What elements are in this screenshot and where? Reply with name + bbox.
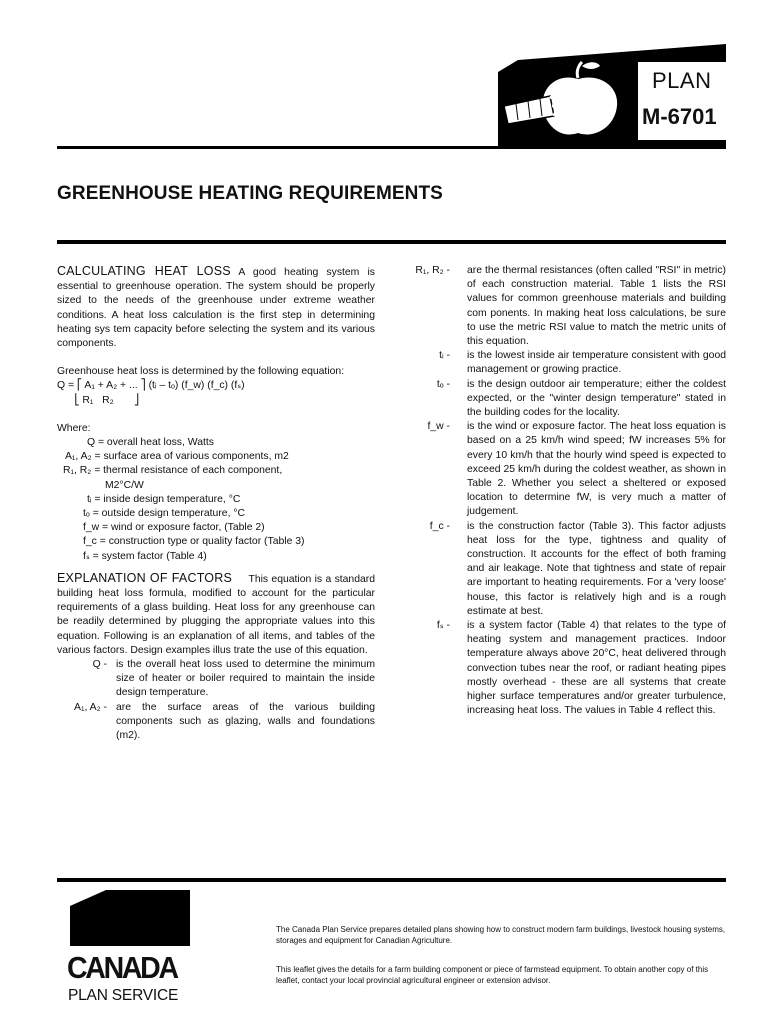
footer-text-about: The Canada Plan Service prepares detailed plans showing how to construct modern farm buildings, livestock housing systems, storages and equipment for Canadian Agriculture. [276,925,726,945]
where-item: tᵢ = inside design temperature, °C [87,493,241,505]
definition-r [400,264,726,349]
where-item: f_w = wind or exposure factor, (Table 2) [83,522,265,534]
heat-loss-equation-denominator: ⎣ R₁ R₂ ⎦ [57,394,140,406]
definition-term: f_c - [429,520,450,532]
definition-ti [400,349,726,377]
definition-to [400,378,726,421]
definition-text: is the lowest inside air temperature consistent with good management or growing practice. [467,350,726,376]
where-label: Where: [57,422,91,434]
definition-text: is the design outdoor air temperature; either the coldest expected, or the "winter design temperature" stated in the building codes for the locality. [467,378,726,419]
calculating-heat-loss-paragraph [57,264,375,351]
equation-intro: Greenhouse heat loss is determined by the following equation: [57,366,345,378]
where-item: tₒ = outside design temperature, °C [83,508,246,520]
left-column [57,264,375,743]
footer-text-leaflet: This leaflet gives the details for a farm building component or piece of farmstead equipment. To obtain another copy of this leaflet, contact your local provincial agricultural engineer or extension advisor. [276,965,709,985]
where-item: Q = overall heat loss, Watts [87,437,214,449]
definition-term: f_w - [427,421,450,433]
calculating-heat-loss-text: A good heating system is essential to greenhouse operation. The system should be properly sized to the needs of the greenhouse under extreme weather conditions. A heat loss calculation is the first step in determining heating sys tem capacity before selecting the system and its various components. [57,267,375,350]
definition-text: is the construction factor (Table 3). This factor adjusts heat loss for the type, tightness and quality of construction. It accounts for the effect of both framing and air leakage. Note that tightness and state of repair are important to heating requirements. For a 'very loose' house, this factor is relatively high and is a rough estimate at best. [467,520,726,617]
calculating-heat-loss-heading: CALCULATING HEAT LOSS [57,264,231,278]
definition-fw [400,420,726,519]
definition-text: are the surface areas of the various building components such as glazing, walls and foundations (m2). [116,701,375,742]
right-column [400,264,726,719]
where-item: R₁, R₂ = thermal resistance of each component, [63,465,283,477]
heat-loss-equation: Q = ⎡ A₁ + A₂ + ... ⎤ (tᵢ – tₒ) (f_w) (f_c) (fₛ) [57,380,245,392]
explanation-text: This equation is a standard building heat loss formula, modified to account for the particular requirements of a glass building. Heat loss for any greenhouse can be readily determined by plugging the appropriate values into this equation. Following is an explanation of all items, and tables of the various factors. Design examples illus trate the use of this equation. [57,573,376,656]
definition-a [57,701,375,744]
where-item: f_c = construction type or quality factor (Table 3) [83,536,305,548]
definition-term: tᵢ - [439,350,450,362]
footer-divider [57,878,726,882]
definition-term: tₒ - [436,378,450,390]
where-item: M2°C/W [105,479,144,491]
explanation-heading: EXPLANATION OF FACTORS [57,570,232,585]
definition-term: fₛ - [436,620,450,632]
definition-term: Q - [92,659,107,671]
explanation-paragraph [57,571,375,658]
definition-term: A₁, A₂ - [74,701,107,713]
where-item: A₁, A₂ = surface area of various components, m2 [65,451,289,463]
definition-text: is the wind or exposure factor. The heat loss equation is based on a 25 km/h wind speed; fW increases 5% for every 10 km/h that the hourly wind speed is expected to exceed 25 km/h during the coldest weather, as shown in Table 2. Whether you select a sheltered or exposed location to determine fW, is very much a matter of judgement. [467,421,726,518]
where-item: fₛ = system factor (Table 4) [83,550,207,562]
definition-text: are the thermal resistances (often called "RSI" in metric) of each construction material. Table 1 lists the RSI values for common greenhouse materials and building com ponents. In making heat loss calculations, be sure to use the metric RSI value to match the metric units of this equation. [467,265,726,348]
plan-logo-art [498,44,726,148]
document-title: GREENHOUSE HEATING REQUIREMENTS [57,183,443,204]
definition-text: is the overall heat loss used to determine the minimum size of heater or boiler required to maintain the inside design temperature. [116,659,375,699]
plan-number: M-6701 [642,104,717,129]
title-divider [57,240,726,244]
plan-label: PLAN [652,68,712,93]
logo-wordmark: CANADA [67,950,177,985]
definition-fs [400,619,726,718]
definition-term: R₁, R₂ - [415,265,450,276]
definition-fc [400,520,726,619]
header-divider [57,146,726,149]
logo-subtitle: PLAN SERVICE [68,987,179,1004]
definition-text: is a system factor (Table 4) that relates to the type of heating system and management practices. Indoor temperature always above 20°C, heat delivered through convection tubes near the roof, or radiant heating pipes mostly overhead - these are all systems that create higher surface temperatures and/or greater turbulence, increasing heat loss. The values in Table 4 reflect this. [467,620,726,717]
definition-q [57,658,375,701]
